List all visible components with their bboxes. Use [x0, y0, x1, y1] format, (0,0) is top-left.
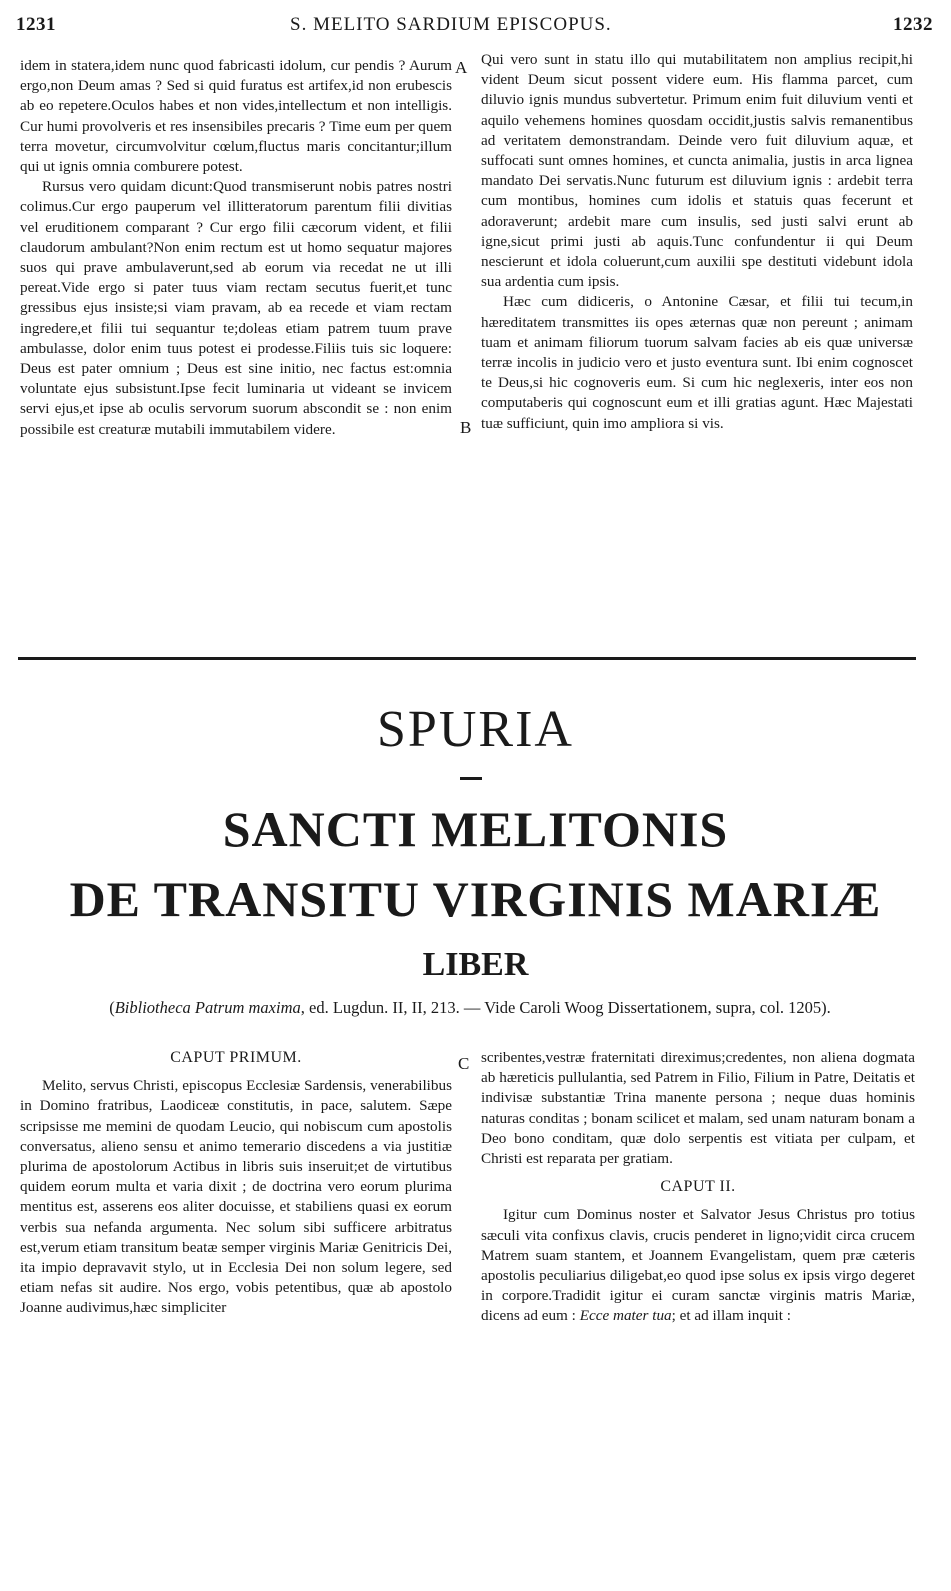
paragraph: Melito, servus Christi, episcopus Ecclesiæ Sardensis, venerabilibus in Domino fratribus, Laodiceæ constitutis, in pace, salutem. Sæpe scripsisse me memini de quodam Leucio, qui nobiscum cum apostolis conversatus, alieno sensu et animo temerario discedens a via justitiæ plurima de apostolorum Actibus in libris suis inseruit;et de virtutibus quidem eorum multa et varia dixit ; de doctrina vero eorum plurima mentitus est, asserens eos aliter docuisse, et stabiliens quasi ex eorum verbis sua nefanda argumenta. Nec solum sibi sufficere arbitratus est,verum etiam transitum beatæ semper virginis Mariæ Genitricis Dei, ita impio depravavit stylo, ut in Ecclesia Dei non solum legere, sed etiam nefas sit audire. Nos ergo, vobis petentibus, quæ ab apostolo Joanne audivimus,hæc simpliciter [20, 1077, 452, 1317]
margin-marker-a: A [455, 58, 468, 77]
title-dash [460, 777, 482, 780]
right-page-number: 1232 [893, 14, 933, 35]
paragraph-text: ; et ad illam inquit : [671, 1307, 792, 1325]
paragraph: Hæc cum didiceris, o Antonine Cæsar, et filii tui tecum,in hæreditatem transmittes iis opes æternas quæ non pereunt ; animam tuam et animam filiorum tuorum salvam facies ab eis quæ universæ terræ incolis in judicio vero et justo eventura sunt. Ibi enim cognoscet te Deus,si hic cognoveris eum. Si cum hic neglexeris, inter eos non computaberis qui cognoscunt eum et illi gratias agunt. Hæc Majestati tuæ sufficiunt, quin imo ampliora si vis. [481, 293, 913, 432]
paragraph: Qui vero sunt in statu illo qui mutabilitatem non amplius recipit,hi vident Deum sicut possent videre eum. His flamma parcet, cum diluvio ignis mundus subvertetur. Primum enim fuit diluvium venti et aquilo vehemens homines quosdam occidit,justis salvis remanentibus ad veritatem demonstrandam. Deinde vero fuit diluvium aquæ, et suffocati sunt omnes homines, et cuncta animalia, justis in arca lignea mandato Dei servatis.Nunc futurum est diluvium ignis : ardebit terra cum montibus, homines cum idolis et statuis quas fecerunt et adoraverunt; ardebit mare cum insulis, sed justi salvi erunt ab igne,sicut primi justi ab aquis.Tunc confundentur ii qui Deum nescierunt et idola coluerunt,cum auxilii spe destituti videbunt idola sua ardentia cum ipsis. [481, 51, 913, 291]
chapter-heading: CAPUT PRIMUM. [170, 1049, 302, 1066]
citation-title: Bibliotheca Patrum maxima [114, 998, 301, 1017]
quote: Ecce mater tua [579, 1307, 672, 1325]
bottom-left-column [20, 1048, 452, 1319]
paragraph-text: Igitur cum Dominus noster et Salvator Jesus Christus pro totius sæculi vita confixus clavis, crucis penderet in ligno;vidit circa crucem Matrem suam stantem, et Joannem Evangelistam, quem præ cæteris apostolis peculiarius diligebat,eo quod ipse solus ex ipsis virgo degeret in corpore.Tradidit igitur ei curam sanctæ virginis matris Mariæ, dicens ad eum : [481, 1206, 915, 1325]
work-title-line-2: DE TRANSITU VIRGINIS MARIÆ [69, 871, 882, 927]
citation-open: ( [109, 998, 115, 1017]
top-right-column [481, 50, 913, 434]
work-title-line-1: SANCTI MELITONIS [222, 801, 729, 857]
chapter-heading: CAPUT II. [660, 1178, 736, 1196]
margin-marker-c: C [458, 1054, 470, 1073]
left-page-number: 1231 [16, 14, 56, 35]
running-title: S. MELITO SARDIUM EPISCOPUS. [290, 14, 612, 35]
paragraph: idem in statera,idem nunc quod fabricasti idolum, cur pendis ? Aurum ergo,non Deum amas ? Sed si quid furatus est artifex,id non erubescis ab eo repetere.Oculos habes et non vides,intellectum et non intelligis. Cur humi provolveris et res insensibiles precaris ? Time eum per quem terra movetur, circumvolvitur cœlum,fluctus maris concitantur;illum qui ut ignis omnia comburere potest. [20, 57, 452, 176]
section-divider [18, 657, 916, 660]
paragraph: scribentes,vestræ fraternitati direximus;credentes, non aliena dogmata ab hæreticis pullulantia, sed Patrem in Filio, Filium in Patre, Deitatis et indivisæ substantiæ Trina manente persona ; neque duas hominis naturas conditas ; bonam scilicet et malam, sed unam naturam bonam a Deo bono conditam, quæ dolo serpentis est vitiata per culpam, et Christi est reparata per gratiam. [481, 1049, 915, 1168]
paragraph [481, 1205, 915, 1326]
paragraph: Rursus vero quidam dicunt:Quod transmiserunt nobis patres nostri colimus.Cur ergo pauperum vel illitteratorum parentum filii divitias vel eruditionem comparant ? Cur ergo filii cæcorum vident, et filii claudorum ambulant?Non enim rectum est ut homo sequatur majores suos qui prave ambulaverunt,sed ab eorum via recedat ne ut illi pereat.Vide ergo si pater tuus viam rectam secutus fuerit,et tunc gressibus ejus insiste;si viam pravam, ab ea recede et viam rectam ingredere,et filii tui sequantur te;doleas etiam patrem tuum prave ambulasse, dolor enim tuus potest ei prodesse.Filiis tuis sic loquere: Deus est pater omnium ; Deus est sine initio, nec factus est:omnia voluntate ejus subsistunt.Ipse fecit luminaria ut videant se invicem servi ejus,et ipse ab oculis servorum suorum abscondit se : non enim possibile est creaturæ mutabili immutabilem videre. [20, 178, 452, 438]
work-subtitle: LIBER [422, 946, 529, 983]
margin-marker-b: B [460, 418, 472, 437]
section-title: SPURIA [377, 701, 574, 758]
top-left-column [20, 56, 452, 440]
source-citation [20, 998, 920, 1018]
citation-rest: , ed. Lugdun. II, II, 213. — Vide Caroli Woog Dissertationem, supra, col. 1205). [300, 998, 831, 1017]
bottom-right-column [481, 1048, 915, 1327]
